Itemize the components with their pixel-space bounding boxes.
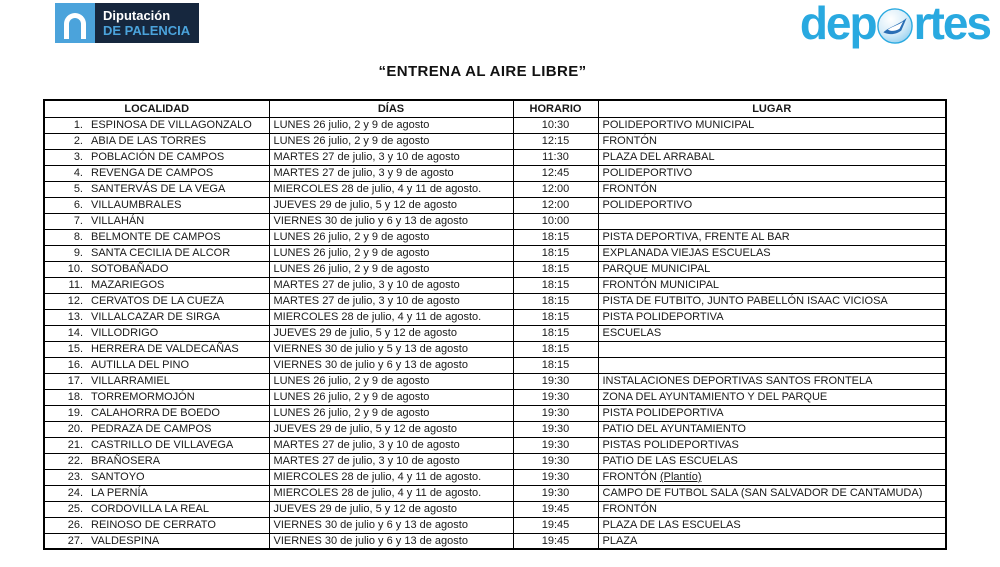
row-number: 22. bbox=[67, 455, 83, 467]
localidad-name: CALAHORRA DE BOEDO bbox=[91, 407, 220, 419]
cell-horario: 10:00 bbox=[513, 213, 598, 229]
row-number: 12. bbox=[67, 295, 83, 307]
logo-line2: DE PALENCIA bbox=[103, 23, 191, 38]
localidad-name: VILLARRAMIEL bbox=[91, 375, 170, 387]
cell-horario: 18:15 bbox=[513, 277, 598, 293]
row-number: 14. bbox=[67, 327, 83, 339]
table-row bbox=[44, 357, 946, 373]
cell-localidad bbox=[44, 245, 269, 261]
table-row bbox=[44, 453, 946, 469]
row-number: 27. bbox=[67, 534, 83, 547]
cell-localidad bbox=[44, 405, 269, 421]
cell-lugar: PISTA POLIDEPORTIVA bbox=[598, 309, 946, 325]
cell-dias: MIERCOLES 28 de julio, 4 y 11 de agosto. bbox=[269, 485, 513, 501]
cell-localidad bbox=[44, 357, 269, 373]
localidad-name: ESPINOSA DE VILLAGONZALO bbox=[91, 119, 252, 131]
localidad-name: POBLACIÓN DE CAMPOS bbox=[91, 151, 225, 163]
table-row bbox=[44, 421, 946, 437]
row-number: 20. bbox=[67, 423, 83, 435]
localidad-name: MAZARIEGOS bbox=[91, 279, 165, 291]
table-row bbox=[44, 485, 946, 501]
cell-localidad bbox=[44, 293, 269, 309]
table-row bbox=[44, 533, 946, 549]
cell-dias: LUNES 26 julio, 2 y 9 de agosto bbox=[269, 133, 513, 149]
cell-dias: VIERNES 30 de julio y 6 y 13 de agosto bbox=[269, 213, 513, 229]
cell-horario: 18:15 bbox=[513, 245, 598, 261]
cell-dias: LUNES 26 julio, 2 y 9 de agosto bbox=[269, 373, 513, 389]
cell-horario: 19:30 bbox=[513, 421, 598, 437]
diputacion-logo-text bbox=[95, 3, 199, 43]
row-number: 24. bbox=[67, 487, 83, 499]
cell-horario: 19:30 bbox=[513, 437, 598, 453]
cell-horario: 19:30 bbox=[513, 469, 598, 485]
cell-lugar: POLIDEPORTIVO MUNICIPAL bbox=[598, 117, 946, 133]
cell-horario: 19:30 bbox=[513, 405, 598, 421]
table-row bbox=[44, 437, 946, 453]
localidad-name: HERRERA DE VALDECAÑAS bbox=[91, 343, 239, 355]
cell-horario: 12:00 bbox=[513, 197, 598, 213]
logo-line1: Diputación bbox=[103, 8, 171, 23]
localidad-name: SANTERVÁS DE LA VEGA bbox=[91, 183, 226, 195]
localidad-name: PEDRAZA DE CAMPOS bbox=[91, 423, 212, 435]
localidad-name: CORDOVILLA LA REAL bbox=[91, 503, 209, 515]
table-row bbox=[44, 133, 946, 149]
cell-lugar: EXPLANADA VIEJAS ESCUELAS bbox=[598, 245, 946, 261]
table-row bbox=[44, 389, 946, 405]
row-number: 15. bbox=[67, 343, 83, 355]
cell-localidad bbox=[44, 533, 269, 549]
table-row bbox=[44, 117, 946, 133]
cell-localidad bbox=[44, 197, 269, 213]
cell-dias: JUEVES 29 de julio, 5 y 12 de agosto bbox=[269, 501, 513, 517]
row-number: 13. bbox=[67, 311, 83, 323]
cell-localidad bbox=[44, 485, 269, 501]
cell-dias: VIERNES 30 de julio y 6 y 13 de agosto bbox=[269, 517, 513, 533]
cell-lugar: PATIO DEL AYUNTAMIENTO bbox=[598, 421, 946, 437]
cell-lugar: POLIDEPORTIVO bbox=[598, 165, 946, 181]
table-row bbox=[44, 245, 946, 261]
cell-lugar: INSTALACIONES DEPORTIVAS SANTOS FRONTELA bbox=[598, 373, 946, 389]
cell-localidad bbox=[44, 181, 269, 197]
page-title: “ENTRENA AL AIRE LIBRE” bbox=[378, 63, 587, 80]
cell-horario: 12:15 bbox=[513, 133, 598, 149]
cell-lugar: PLAZA DE LAS ESCUELAS bbox=[598, 517, 946, 533]
cell-localidad bbox=[44, 165, 269, 181]
cell-dias: VIERNES 30 de julio y 5 y 13 de agosto bbox=[269, 341, 513, 357]
cell-horario: 19:45 bbox=[513, 517, 598, 533]
localidad-name: SANTA CECILIA DE ALCOR bbox=[91, 247, 231, 259]
localidad-name: CASTRILLO DE VILLAVEGA bbox=[91, 439, 234, 451]
cell-lugar: FRONTÓN MUNICIPAL bbox=[598, 277, 946, 293]
cell-dias: MARTES 27 de julio, 3 y 10 de agosto bbox=[269, 149, 513, 165]
cell-horario: 18:15 bbox=[513, 357, 598, 373]
cell-lugar: PISTA DE FUTBITO, JUNTO PABELLÓN ISAAC VICIOSA bbox=[598, 293, 946, 309]
localidad-name: AUTILLA DEL PINO bbox=[91, 359, 190, 371]
cell-dias: LUNES 26 julio, 2 y 9 de agosto bbox=[269, 261, 513, 277]
cell-dias: VIERNES 30 de julio y 6 y 13 de agosto bbox=[269, 357, 513, 373]
cell-dias: LUNES 26 julio, 2 y 9 de agosto bbox=[269, 389, 513, 405]
cell-lugar: PLAZA bbox=[598, 533, 946, 549]
column-header-horario: HORARIO bbox=[513, 100, 598, 117]
localidad-name: ABIA DE LAS TORRES bbox=[91, 135, 207, 147]
table-row bbox=[44, 517, 946, 533]
row-number: 8. bbox=[73, 231, 83, 243]
cell-localidad bbox=[44, 373, 269, 389]
cell-lugar bbox=[598, 341, 946, 357]
table-row bbox=[44, 181, 946, 197]
cell-lugar: ZONA DEL AYUNTAMIENTO Y DEL PARQUE bbox=[598, 389, 946, 405]
cell-horario: 12:45 bbox=[513, 165, 598, 181]
localidad-name: VILLAHÁN bbox=[91, 215, 145, 227]
cell-lugar: PLAZA DEL ARRABAL bbox=[598, 149, 946, 165]
table-row bbox=[44, 373, 946, 389]
row-number: 18. bbox=[67, 391, 83, 403]
table-row bbox=[44, 405, 946, 421]
deportes-text-right: rtes bbox=[913, 0, 990, 49]
row-number: 10. bbox=[67, 263, 83, 275]
table-row bbox=[44, 469, 946, 485]
cell-dias: JUEVES 29 de julio, 5 y 12 de agosto bbox=[269, 325, 513, 341]
cell-horario: 18:15 bbox=[513, 293, 598, 309]
table-row bbox=[44, 325, 946, 341]
cell-localidad bbox=[44, 341, 269, 357]
cell-dias: MIERCOLES 28 de julio, 4 y 11 de agosto. bbox=[269, 309, 513, 325]
row-number: 16. bbox=[67, 359, 83, 371]
cell-localidad bbox=[44, 309, 269, 325]
cell-horario: 19:45 bbox=[513, 533, 598, 549]
localidad-name: LA PERNÍA bbox=[91, 487, 148, 499]
cell-localidad bbox=[44, 229, 269, 245]
cell-lugar: CAMPO DE FUTBOL SALA (SAN SALVADOR DE CANTAMUDA) bbox=[598, 485, 946, 501]
cell-lugar: ESCUELAS bbox=[598, 325, 946, 341]
cell-lugar: PATIO DE LAS ESCUELAS bbox=[598, 453, 946, 469]
row-number: 7. bbox=[73, 215, 83, 227]
row-number: 25. bbox=[67, 503, 83, 515]
row-number: 23. bbox=[67, 471, 83, 483]
cell-lugar: POLIDEPORTIVO bbox=[598, 197, 946, 213]
row-number: 17. bbox=[67, 375, 83, 387]
table-row bbox=[44, 165, 946, 181]
cell-dias: LUNES 26 julio, 2 y 9 de agosto bbox=[269, 117, 513, 133]
table-row bbox=[44, 277, 946, 293]
cell-dias: MARTES 27 de julio, 3 y 10 de agosto bbox=[269, 437, 513, 453]
cell-localidad bbox=[44, 517, 269, 533]
cell-localidad bbox=[44, 117, 269, 133]
cell-horario: 11:30 bbox=[513, 149, 598, 165]
cell-horario: 18:15 bbox=[513, 341, 598, 357]
localidad-name: TORREMORMOJÓN bbox=[91, 391, 195, 403]
column-header-lugar: LUGAR bbox=[598, 100, 946, 117]
cell-lugar bbox=[598, 213, 946, 229]
cell-lugar: PISTA DEPORTIVA, FRENTE AL BAR bbox=[598, 229, 946, 245]
cell-horario: 10:30 bbox=[513, 117, 598, 133]
table-row bbox=[44, 293, 946, 309]
cell-localidad bbox=[44, 133, 269, 149]
cell-lugar: FRONTÓN bbox=[598, 133, 946, 149]
localidad-name: BRAÑOSERA bbox=[91, 455, 161, 467]
cell-horario: 19:30 bbox=[513, 453, 598, 469]
localidad-name: VILLAUMBRALES bbox=[91, 199, 182, 211]
table-row bbox=[44, 197, 946, 213]
diputacion-palencia-logo bbox=[55, 3, 199, 43]
row-number: 21. bbox=[67, 439, 83, 451]
cell-dias: LUNES 26 julio, 2 y 9 de agosto bbox=[269, 229, 513, 245]
arch-icon bbox=[55, 3, 95, 43]
cell-horario: 18:15 bbox=[513, 229, 598, 245]
cell-dias: LUNES 26 julio, 2 y 9 de agosto bbox=[269, 245, 513, 261]
row-number: 5. bbox=[73, 183, 83, 195]
cell-horario: 12:00 bbox=[513, 181, 598, 197]
localidad-name: BELMONTE DE CAMPOS bbox=[91, 231, 221, 243]
cell-dias: MARTES 27 de julio, 3 y 9 de agosto bbox=[269, 165, 513, 181]
cell-localidad bbox=[44, 437, 269, 453]
cell-horario: 18:15 bbox=[513, 261, 598, 277]
cell-horario: 19:30 bbox=[513, 373, 598, 389]
row-number: 6. bbox=[73, 199, 83, 211]
cell-localidad bbox=[44, 501, 269, 517]
localidad-name: SANTOYO bbox=[91, 471, 145, 483]
cell-localidad bbox=[44, 213, 269, 229]
cell-lugar bbox=[598, 357, 946, 373]
row-number: 3. bbox=[73, 151, 83, 163]
cell-dias: LUNES 26 julio, 2 y 9 de agosto bbox=[269, 405, 513, 421]
table-row bbox=[44, 213, 946, 229]
cell-localidad bbox=[44, 469, 269, 485]
cell-localidad bbox=[44, 261, 269, 277]
cell-lugar: FRONTÓN bbox=[598, 181, 946, 197]
cell-dias: MIERCOLES 28 de julio, 4 y 11 de agosto. bbox=[269, 181, 513, 197]
table-row bbox=[44, 149, 946, 165]
schedule-table bbox=[43, 99, 947, 550]
cell-horario: 18:15 bbox=[513, 325, 598, 341]
column-header-dias: DÍAS bbox=[269, 100, 513, 117]
row-number: 4. bbox=[73, 167, 83, 179]
localidad-name: CERVATOS DE LA CUEZA bbox=[91, 295, 225, 307]
cell-lugar: PISTA POLIDEPORTIVA bbox=[598, 405, 946, 421]
deportes-logo bbox=[800, 0, 990, 50]
row-number: 26. bbox=[67, 519, 83, 531]
row-number: 19. bbox=[67, 407, 83, 419]
row-number: 1. bbox=[73, 119, 83, 131]
column-header-localidad: LOCALIDAD bbox=[44, 100, 269, 117]
cell-horario: 19:30 bbox=[513, 389, 598, 405]
cell-dias: MARTES 27 de julio, 3 y 10 de agosto bbox=[269, 453, 513, 469]
localidad-name: VALDESPINA bbox=[91, 534, 160, 547]
deportes-text-left: dep bbox=[799, 0, 876, 49]
cell-localidad bbox=[44, 421, 269, 437]
row-number: 11. bbox=[68, 279, 83, 291]
localidad-name: REINOSO DE CERRATO bbox=[91, 519, 216, 531]
globe-swoosh-icon bbox=[877, 8, 913, 44]
cell-lugar: FRONTÓN (Plantío) bbox=[598, 469, 946, 485]
cell-lugar: FRONTÓN bbox=[598, 501, 946, 517]
localidad-name: REVENGA DE CAMPOS bbox=[91, 167, 214, 179]
cell-localidad bbox=[44, 277, 269, 293]
table-row bbox=[44, 501, 946, 517]
cell-horario: 19:30 bbox=[513, 485, 598, 501]
cell-lugar: PISTAS POLIDEPORTIVAS bbox=[598, 437, 946, 453]
localidad-name: VILLALCAZAR DE SIRGA bbox=[91, 311, 220, 323]
lugar-underlined-note: (Plantío) bbox=[659, 471, 702, 483]
cell-dias: MIERCOLES 28 de julio, 4 y 11 de agosto. bbox=[269, 469, 513, 485]
cell-lugar: PARQUE MUNICIPAL bbox=[598, 261, 946, 277]
cell-horario: 18:15 bbox=[513, 309, 598, 325]
cell-dias: VIERNES 30 de julio y 6 y 13 de agosto bbox=[269, 533, 513, 549]
row-number: 9. bbox=[73, 247, 83, 259]
table-row bbox=[44, 261, 946, 277]
cell-dias: MARTES 27 de julio, 3 y 10 de agosto bbox=[269, 293, 513, 309]
cell-localidad bbox=[44, 325, 269, 341]
row-number: 2. bbox=[73, 135, 83, 147]
table-header-row bbox=[44, 100, 946, 117]
cell-localidad bbox=[44, 453, 269, 469]
localidad-name: SOTOBAÑADO bbox=[91, 263, 169, 275]
table-row bbox=[44, 229, 946, 245]
localidad-name: VILLODRIGO bbox=[91, 327, 159, 339]
table-row bbox=[44, 309, 946, 325]
cell-dias: JUEVES 29 de julio, 5 y 12 de agosto bbox=[269, 197, 513, 213]
cell-dias: MARTES 27 de julio, 3 y 10 de agosto bbox=[269, 277, 513, 293]
cell-localidad bbox=[44, 389, 269, 405]
table-row bbox=[44, 341, 946, 357]
cell-horario: 19:45 bbox=[513, 501, 598, 517]
cell-localidad bbox=[44, 149, 269, 165]
cell-dias: JUEVES 29 de julio, 5 y 12 de agosto bbox=[269, 421, 513, 437]
